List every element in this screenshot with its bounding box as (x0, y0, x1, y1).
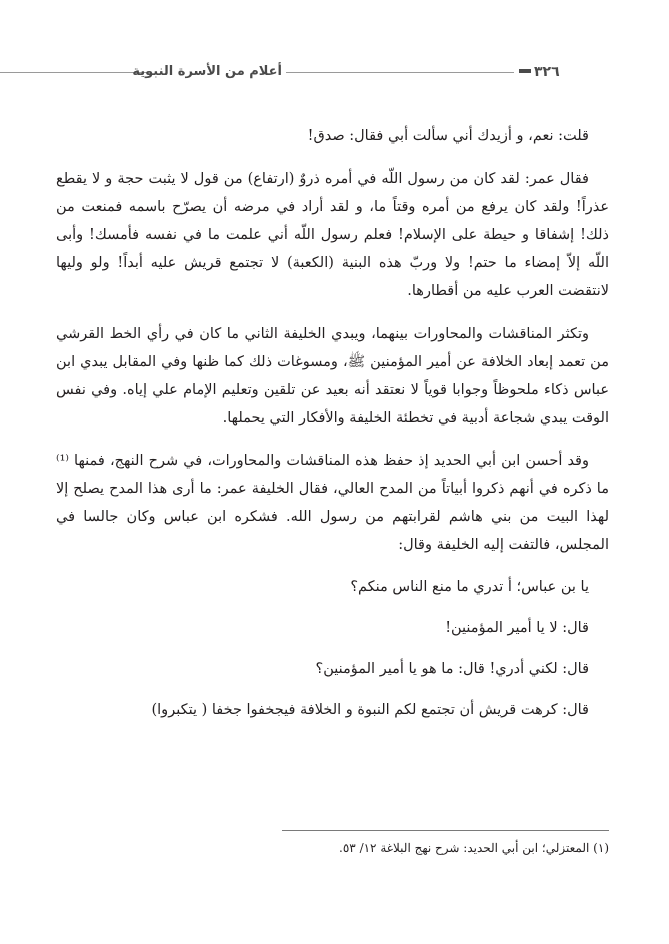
header-rule-left (0, 72, 148, 73)
footnote: (١) المعتزلي؛ ابن أبي الحديد: شرح نهج البلاغة ١٢/ ٥٣. (339, 841, 609, 855)
dialogue-line-4: قال: كرهت قريش أن تجتمع لكم النبوة و الخلافة فيجخفوا جخفا ( يتكبروا) (151, 702, 589, 718)
dialogue-line-2: قال: لا يا أمير المؤمنين! (445, 620, 589, 636)
running-title: أعلام من الأسرة النبوية (132, 64, 282, 79)
dialogue-line-3: قال: لكني أدري! قال: ما هو يا أمير المؤمنين؟ (315, 661, 589, 677)
page-number: ٣٢٦ (534, 64, 560, 80)
footnote-separator (282, 830, 609, 831)
header-dash-mark (519, 69, 531, 73)
dialogue-line-1: يا بن عباس؛ أ تدري ما منع الناس منكم؟ (350, 579, 589, 595)
header-rule-middle (286, 72, 514, 73)
paragraph-4: وقد أحسن ابن أبي الحديد إذ حفظ هذه المناقشات والمحاورات، في شرح النهج، فمنها ⁽¹⁾ما ذكره في أنهم ذكروا أبياتاً من المدح العالي، فقال الخليفة عمر: ما أرى هذا المدح يصلح إلا لهذا البيت من بني هاشم لقرابتهم من رسول الله. فشكره ابن عباس وكان جالسا في المجلس، فالتفت إليه الخليفة وقال: (56, 453, 609, 553)
paragraph-1: قلت: نعم، و أزيدك أني سألت أبي فقال: صدق! (307, 128, 589, 144)
paragraph-2: فقال عمر: لقد كان من رسول اللّه في أمره ذروٌ (ارتفاع) من قول لا يثبت حجة و لا يقطع عذراً! ولقد كان يرفع من أمره وقتاً ما، و لقد أراد في مرضه أن يصرّح باسمه فمنعت من ذلك! إشفاقا و حيطة على الإسلام! فعلم رسول اللّه أني علمت ما في نفسه فأمسك! وأبى اللّه إلاّ إمضاء ما حتم! ولا وربّ هذه البنية (الكعبة) لا تجتمع قريش عليه أبداً! ولو وليها لانتقضت العرب عليه من أقطارها. (56, 171, 609, 299)
paragraph-3: وتكثر المناقشات والمحاورات بينهما، ويبدي الخليفة الثاني ما كان في رأي الخط القرشي من تعمد إبعاد الخلافة عن أمير المؤمنين ﷺ، ومسوغات ذلك كما ظنها وفي المقابل يبدي ابن عباس ذكاء ملحوظاً وجوابا قوياً لا نعتقد أنه بعيد عن تلقين وتعليم الإمام علي إياه. وفي نفس الوقت يبدي شجاعة أدبية في تخطئة الخليفة والأفكار التي يحملها. (56, 326, 609, 426)
main-text (56, 122, 609, 737)
page-header (0, 60, 669, 84)
